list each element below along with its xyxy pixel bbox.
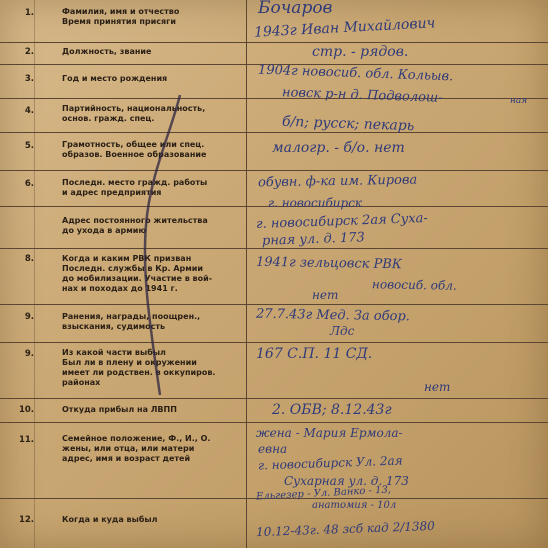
row-label: Когда и каким РВК призван Последн. службы в Кр. Армии до мобилизации. Участие в вой- нах и походах до 1941 г.	[62, 254, 213, 293]
family-entry-4: Сухарная ул. д. 173	[284, 474, 409, 488]
row-label: Когда и куда выбыл	[62, 515, 158, 524]
row-number: 2.	[24, 47, 34, 57]
row-label: Из какой части выбыл Был ли в плену и окружении имеет ли родствен. в оккупиров. районах	[62, 348, 216, 387]
row-label: Год и место рождения	[62, 74, 168, 83]
row-label: Откуда прибыл на ЛВПП	[62, 405, 177, 414]
birth-entry-2: новск р-н д. Подволош-	[281, 85, 443, 106]
surname-entry: Бочаров	[258, 0, 333, 18]
rank-entry: стр. - рядов.	[312, 44, 409, 60]
row-label: Должность, звание	[62, 47, 152, 56]
captivity-entry: нет	[424, 380, 451, 394]
departure-entry: 10.12-43г. 48 зсб кад 2/1380	[255, 518, 436, 540]
form-row-4	[0, 98, 548, 133]
birth-entry-3: ная	[510, 96, 528, 106]
family-entry-1: жена - Мария Ермола-	[256, 426, 403, 440]
row-label: Фамилия, имя и отчество Время принятия присяги	[62, 7, 180, 26]
family-entry-5: Ельгезер - Ул. Ванко - 13,	[255, 484, 392, 503]
form-row-2	[0, 42, 548, 65]
form-row-12	[0, 498, 548, 548]
birth-entry-1: 1904г новосиб. обл. Кольыв.	[257, 62, 454, 85]
row-label: Последн. место гражд. работы и адрес предприятия	[62, 178, 208, 197]
row-number: 9.	[24, 349, 34, 359]
row-number: 1.	[24, 8, 34, 18]
draft-entry-1: 1941г зельцовск РВК	[255, 254, 403, 273]
row-label: Семейное положение, Ф., И., О. жены, или отца, или матери адрес, имя и возраст детей	[62, 434, 211, 463]
family-entry-2: евна	[258, 442, 288, 456]
row-label: Адрес постоянного жительства до ухода в армию	[62, 216, 208, 235]
row-number: 11.	[18, 435, 34, 445]
row-label: Грамотность, общее или спец. образов. Военное образование	[62, 140, 207, 159]
row-number: 12.	[18, 515, 34, 525]
row-number: 6.	[24, 179, 34, 189]
row-number: 3.	[24, 74, 34, 84]
family-entry-6: анатомия - 10л	[312, 500, 397, 511]
row-number: 10.	[18, 405, 34, 415]
row-label: Ранения, награды, поощрен., взыскания, судимость	[62, 312, 201, 331]
unit-entry: 167 С.П. 11 СД.	[256, 346, 373, 362]
arrival-entry: 2. ОБВ; 8.12.43г	[272, 402, 392, 418]
education-entry: малогр. - б/о. нет	[272, 140, 405, 156]
last-work-entry: обувн. ф-ка им. Кирова	[257, 172, 418, 191]
row-label: Партийность, национальность, основ. гражд. спец.	[62, 104, 206, 123]
awards-entry-1: 27.7.43г Мед. За обор.	[255, 306, 410, 325]
row-number: 4.	[24, 106, 34, 116]
draft-entry-3: нет	[312, 288, 339, 302]
draft-entry-2: новосиб. обл.	[371, 277, 457, 293]
awards-entry-2: Лдс	[330, 324, 355, 338]
family-entry-3: г. новосибирск Ул. 2ая	[257, 453, 403, 473]
row-number: 9.	[24, 312, 34, 322]
row-number: 5.	[24, 141, 34, 151]
name-oath-entry: 1943г Иван Михайлович	[253, 15, 436, 41]
party-nationality-entry: б/п; русск; пекарь	[281, 113, 415, 135]
address-entry-1: г. новосибирск 2ая Суха-	[255, 211, 429, 232]
row-number: 8.	[24, 254, 34, 264]
address-entry-2: рная ул. д. 173	[261, 230, 366, 249]
last-work-city-entry: г. новосибирск	[268, 196, 363, 210]
